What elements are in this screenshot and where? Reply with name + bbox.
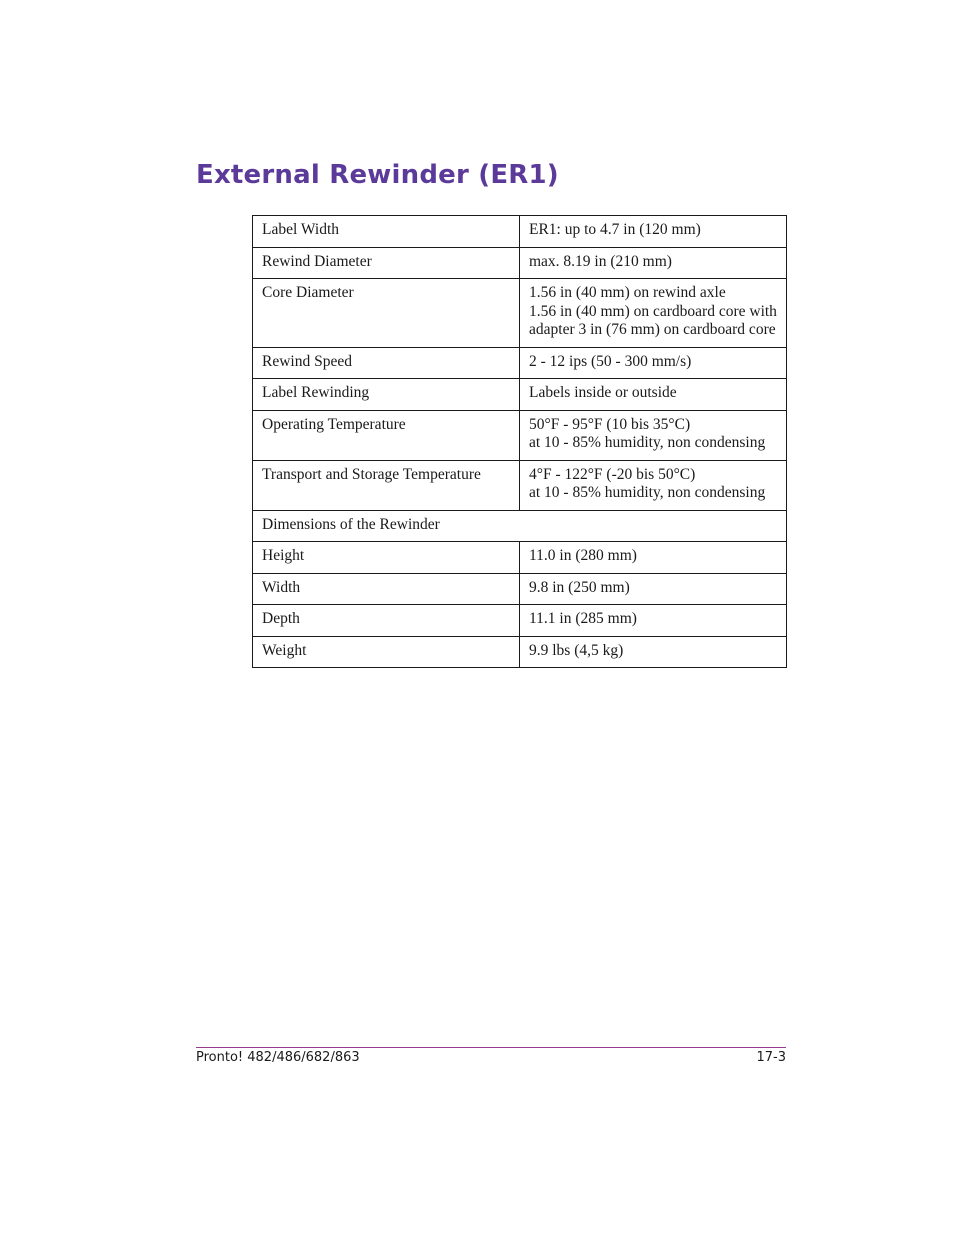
row-label: Transport and Storage Temperature [253,460,520,510]
value-line: ER1: up to 4.7 in (120 mm) [529,221,701,238]
value-line: at 10 - 85% humidity, non condensing [529,484,766,501]
table-row [253,216,787,248]
value-line: at 10 - 85% humidity, non condensing [529,434,766,451]
row-label: Label Rewinding [253,379,520,411]
value-line: 2 - 12 ips (50 - 300 mm/s) [529,352,692,370]
table-row [253,542,787,574]
row-value [520,247,787,279]
value-line: 4°F - 122°F (-20 bis 50°C) [529,465,696,483]
row-value [520,216,787,248]
table-section-header [253,510,787,542]
row-value [520,279,787,348]
value-line: 50°F - 95°F (10 bis 35°C) [529,415,691,433]
footer-product-name: Pronto! 482/486/682/863 [196,1050,360,1065]
page-title: External Rewinder (ER1) [196,160,559,190]
value-line: Labels inside or outside [529,384,677,401]
footer-divider [196,1047,786,1048]
table-row [253,347,787,379]
table-row [253,605,787,637]
value-line: 9.8 in (250 mm) [529,578,630,596]
row-label: Rewind Speed [253,347,520,379]
row-value [520,542,787,574]
row-label: Depth [253,605,520,637]
row-label: Label Width [253,216,520,248]
table-row [253,636,787,668]
section-header-cell: Dimensions of the Rewinder [253,510,787,542]
row-value [520,605,787,637]
table-row [253,410,787,460]
row-value [520,573,787,605]
row-label: Core Diameter [253,279,520,348]
spec-table [252,215,787,668]
table-row [253,379,787,411]
footer-page-number: 17-3 [756,1050,786,1065]
value-line: 11.0 in (280 mm) [529,547,637,564]
value-line: max. 8.19 in (210 mm) [529,252,672,270]
row-label: Height [253,542,520,574]
value-line: 1.56 in (40 mm) on rewind axle [529,284,726,301]
row-value [520,636,787,668]
row-value [520,410,787,460]
table-row [253,573,787,605]
row-label: Weight [253,636,520,668]
table-row [253,247,787,279]
row-label: Width [253,573,520,605]
value-line: 1.56 in (40 mm) on cardboard core with adapter 3 in (76 mm) on cardboard core [529,302,777,338]
row-value [520,379,787,411]
row-value [520,460,787,510]
value-line: 11.1 in (285 mm) [529,610,637,627]
row-label: Operating Temperature [253,410,520,460]
row-value [520,347,787,379]
row-label: Rewind Diameter [253,247,520,279]
value-line: 9.9 lbs (4,5 kg) [529,641,624,659]
table-row [253,279,787,348]
table-row [253,460,787,510]
